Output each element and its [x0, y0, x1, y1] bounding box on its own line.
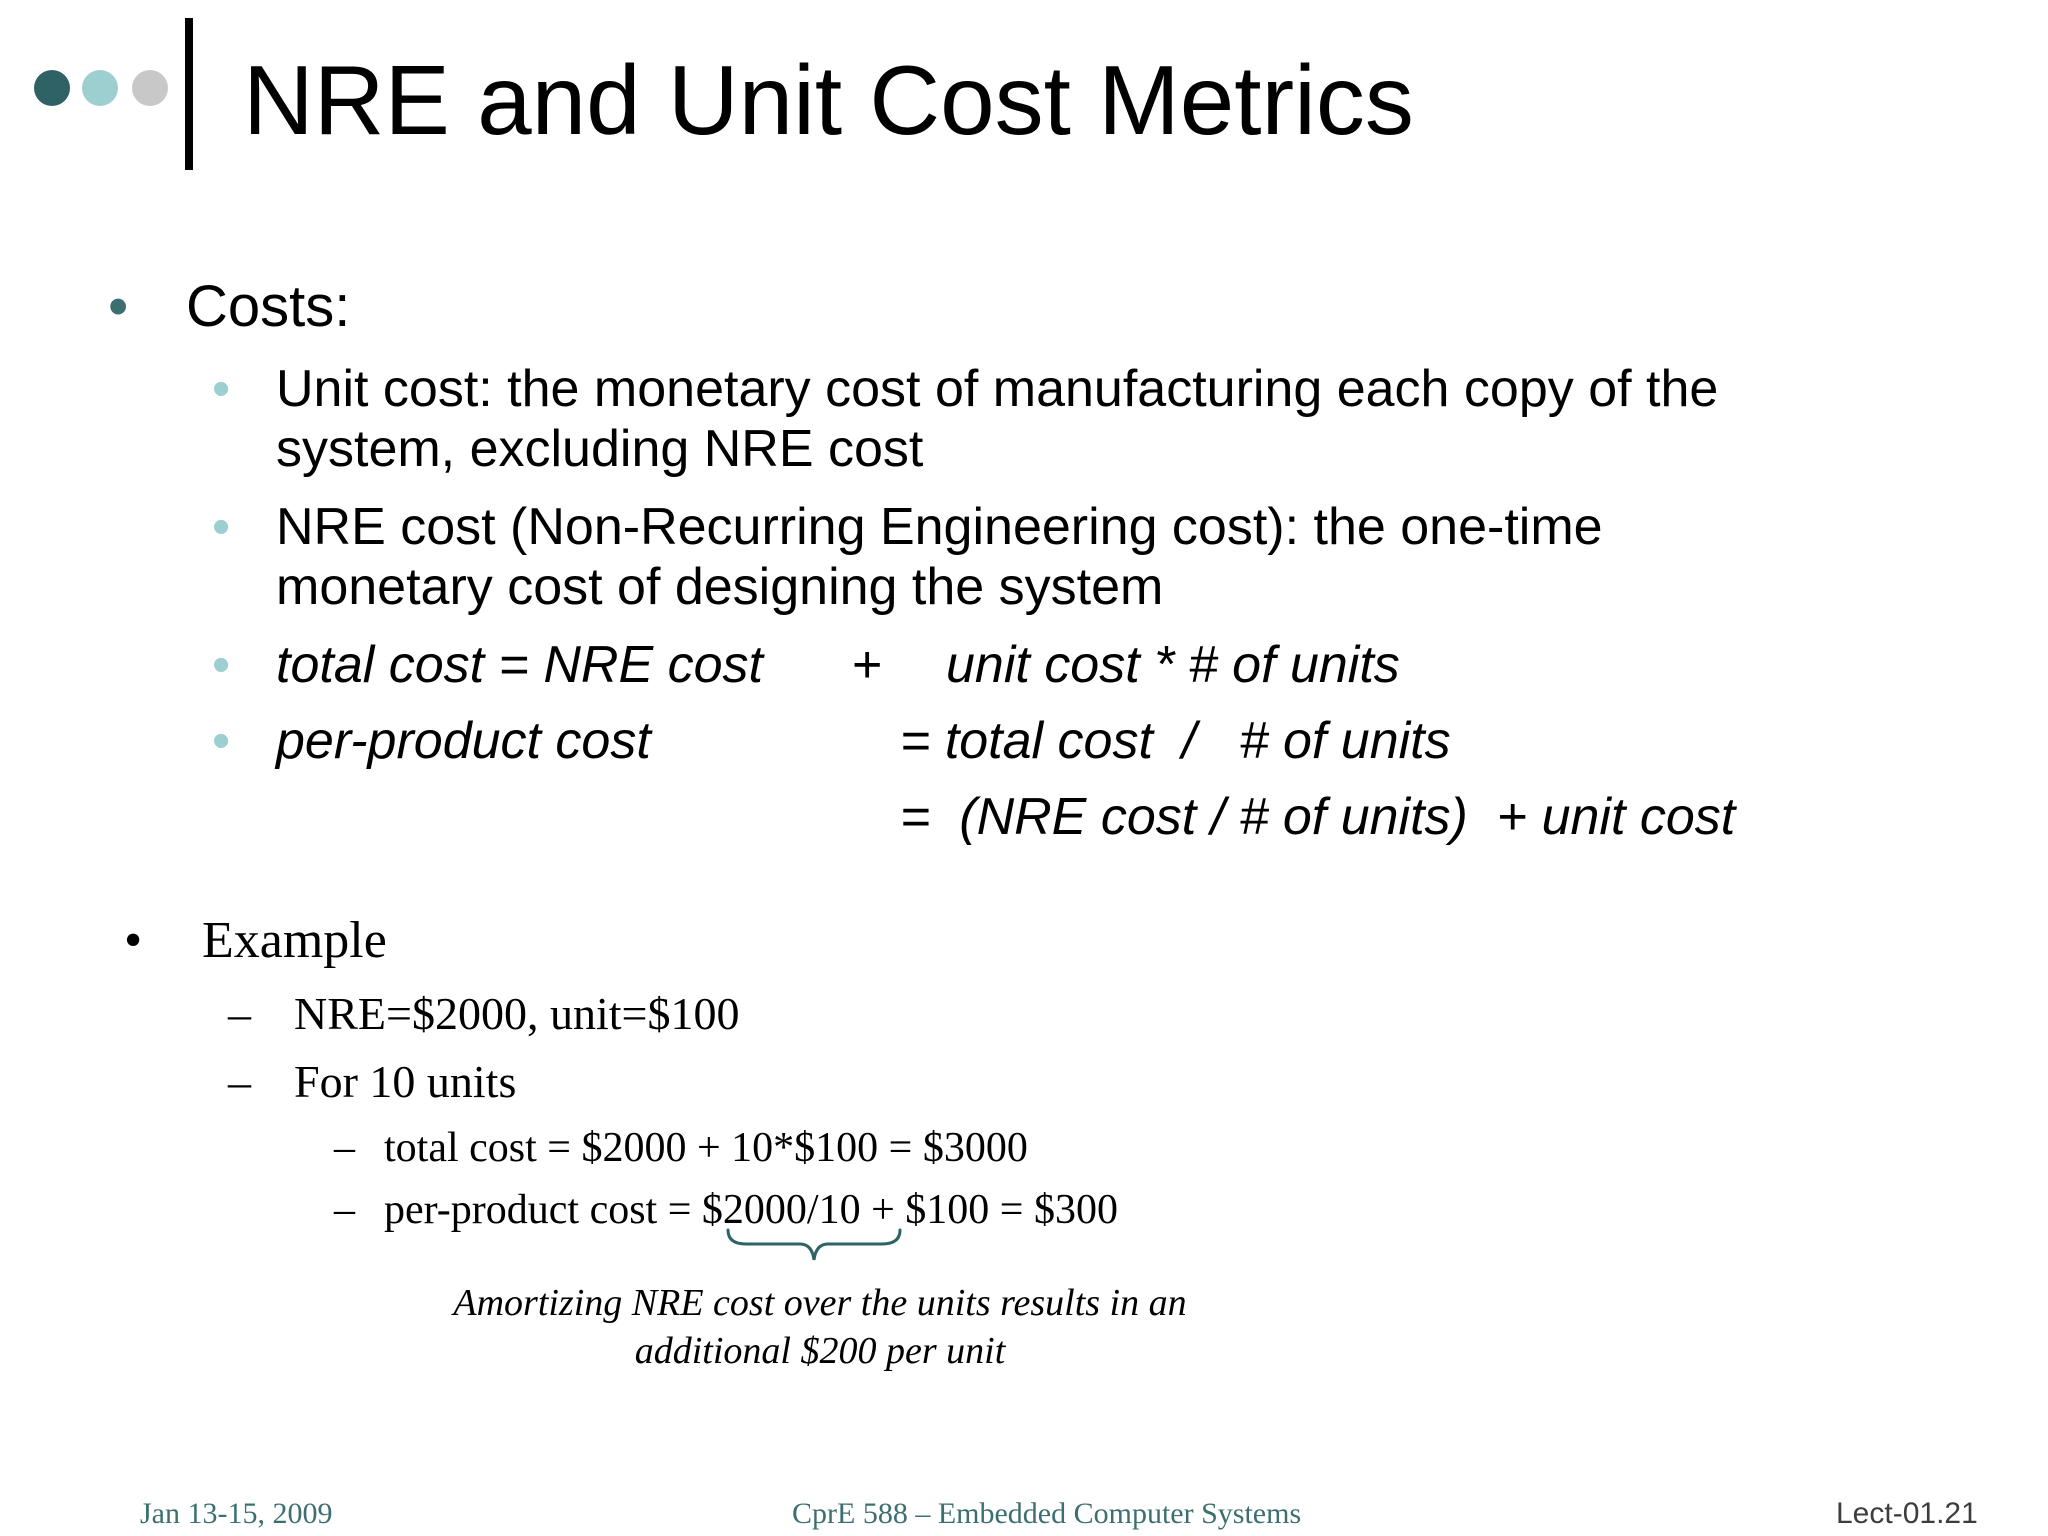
example-heading: Example — [202, 912, 387, 969]
decor-dot-mid — [82, 70, 118, 106]
decor-dot-light — [132, 70, 168, 106]
per-product-rhs2: = (NRE cost / # of units) + unit cost — [900, 788, 1736, 846]
decor-dot-dark — [34, 70, 70, 106]
costs-heading: Costs: — [186, 274, 351, 339]
bullet-dot-nre-cost: • — [212, 498, 231, 556]
bullet-dot-total-cost: • — [212, 636, 231, 694]
per-product-rhs1: = total cost / # of units — [900, 712, 1451, 770]
example-for-units: For 10 units — [294, 1056, 517, 1107]
bullet-dot-costs: • — [108, 274, 129, 339]
amortization-note-line2: additional $200 per unit — [634, 1330, 1006, 1372]
unit-cost-line1: Unit cost: the monetary cost of manufacturing each copy of the — [276, 360, 1719, 418]
slide-title: NRE and Unit Cost Metrics — [243, 45, 1414, 155]
unit-cost-line2: system, excluding NRE cost — [276, 420, 924, 478]
example-given: NRE=$2000, unit=$100 — [294, 988, 740, 1039]
dash-per-product-calc: – — [334, 1187, 355, 1233]
footer-date: Jan 13-15, 2009 — [140, 1497, 333, 1530]
footer-course: CprE 588 – Embedded Computer Systems — [792, 1497, 1302, 1530]
total-cost-lhs: total cost = NRE cost — [276, 636, 763, 694]
underbrace-icon — [724, 1226, 904, 1266]
dash-total-calc: – — [334, 1125, 355, 1171]
bullet-dot-example: • — [124, 912, 143, 969]
example-per-product-calc: per-product cost = $2000/10 + $100 = $300 — [384, 1187, 1118, 1233]
amortization-note-line1: Amortizing NRE cost over the units results in an — [453, 1282, 1187, 1324]
dash-given: – — [228, 988, 251, 1039]
dash-for-units: – — [228, 1056, 251, 1107]
title-divider — [185, 18, 193, 170]
bullet-dot-unit-cost: • — [212, 360, 231, 418]
example-total-calc: total cost = $2000 + 10*$100 = $3000 — [384, 1125, 1028, 1171]
nre-cost-line1: NRE cost (Non-Recurring Engineering cost): the one-time — [276, 498, 1603, 556]
bullet-dot-per-product: • — [212, 712, 231, 770]
total-cost-rhs: unit cost * # of units — [946, 636, 1400, 694]
total-cost-plus: + — [852, 636, 883, 694]
nre-cost-line2: monetary cost of designing the system — [276, 558, 1164, 616]
per-product-lhs: per-product cost — [276, 712, 651, 770]
footer-lecture: Lect-01.21 — [1836, 1497, 1978, 1530]
